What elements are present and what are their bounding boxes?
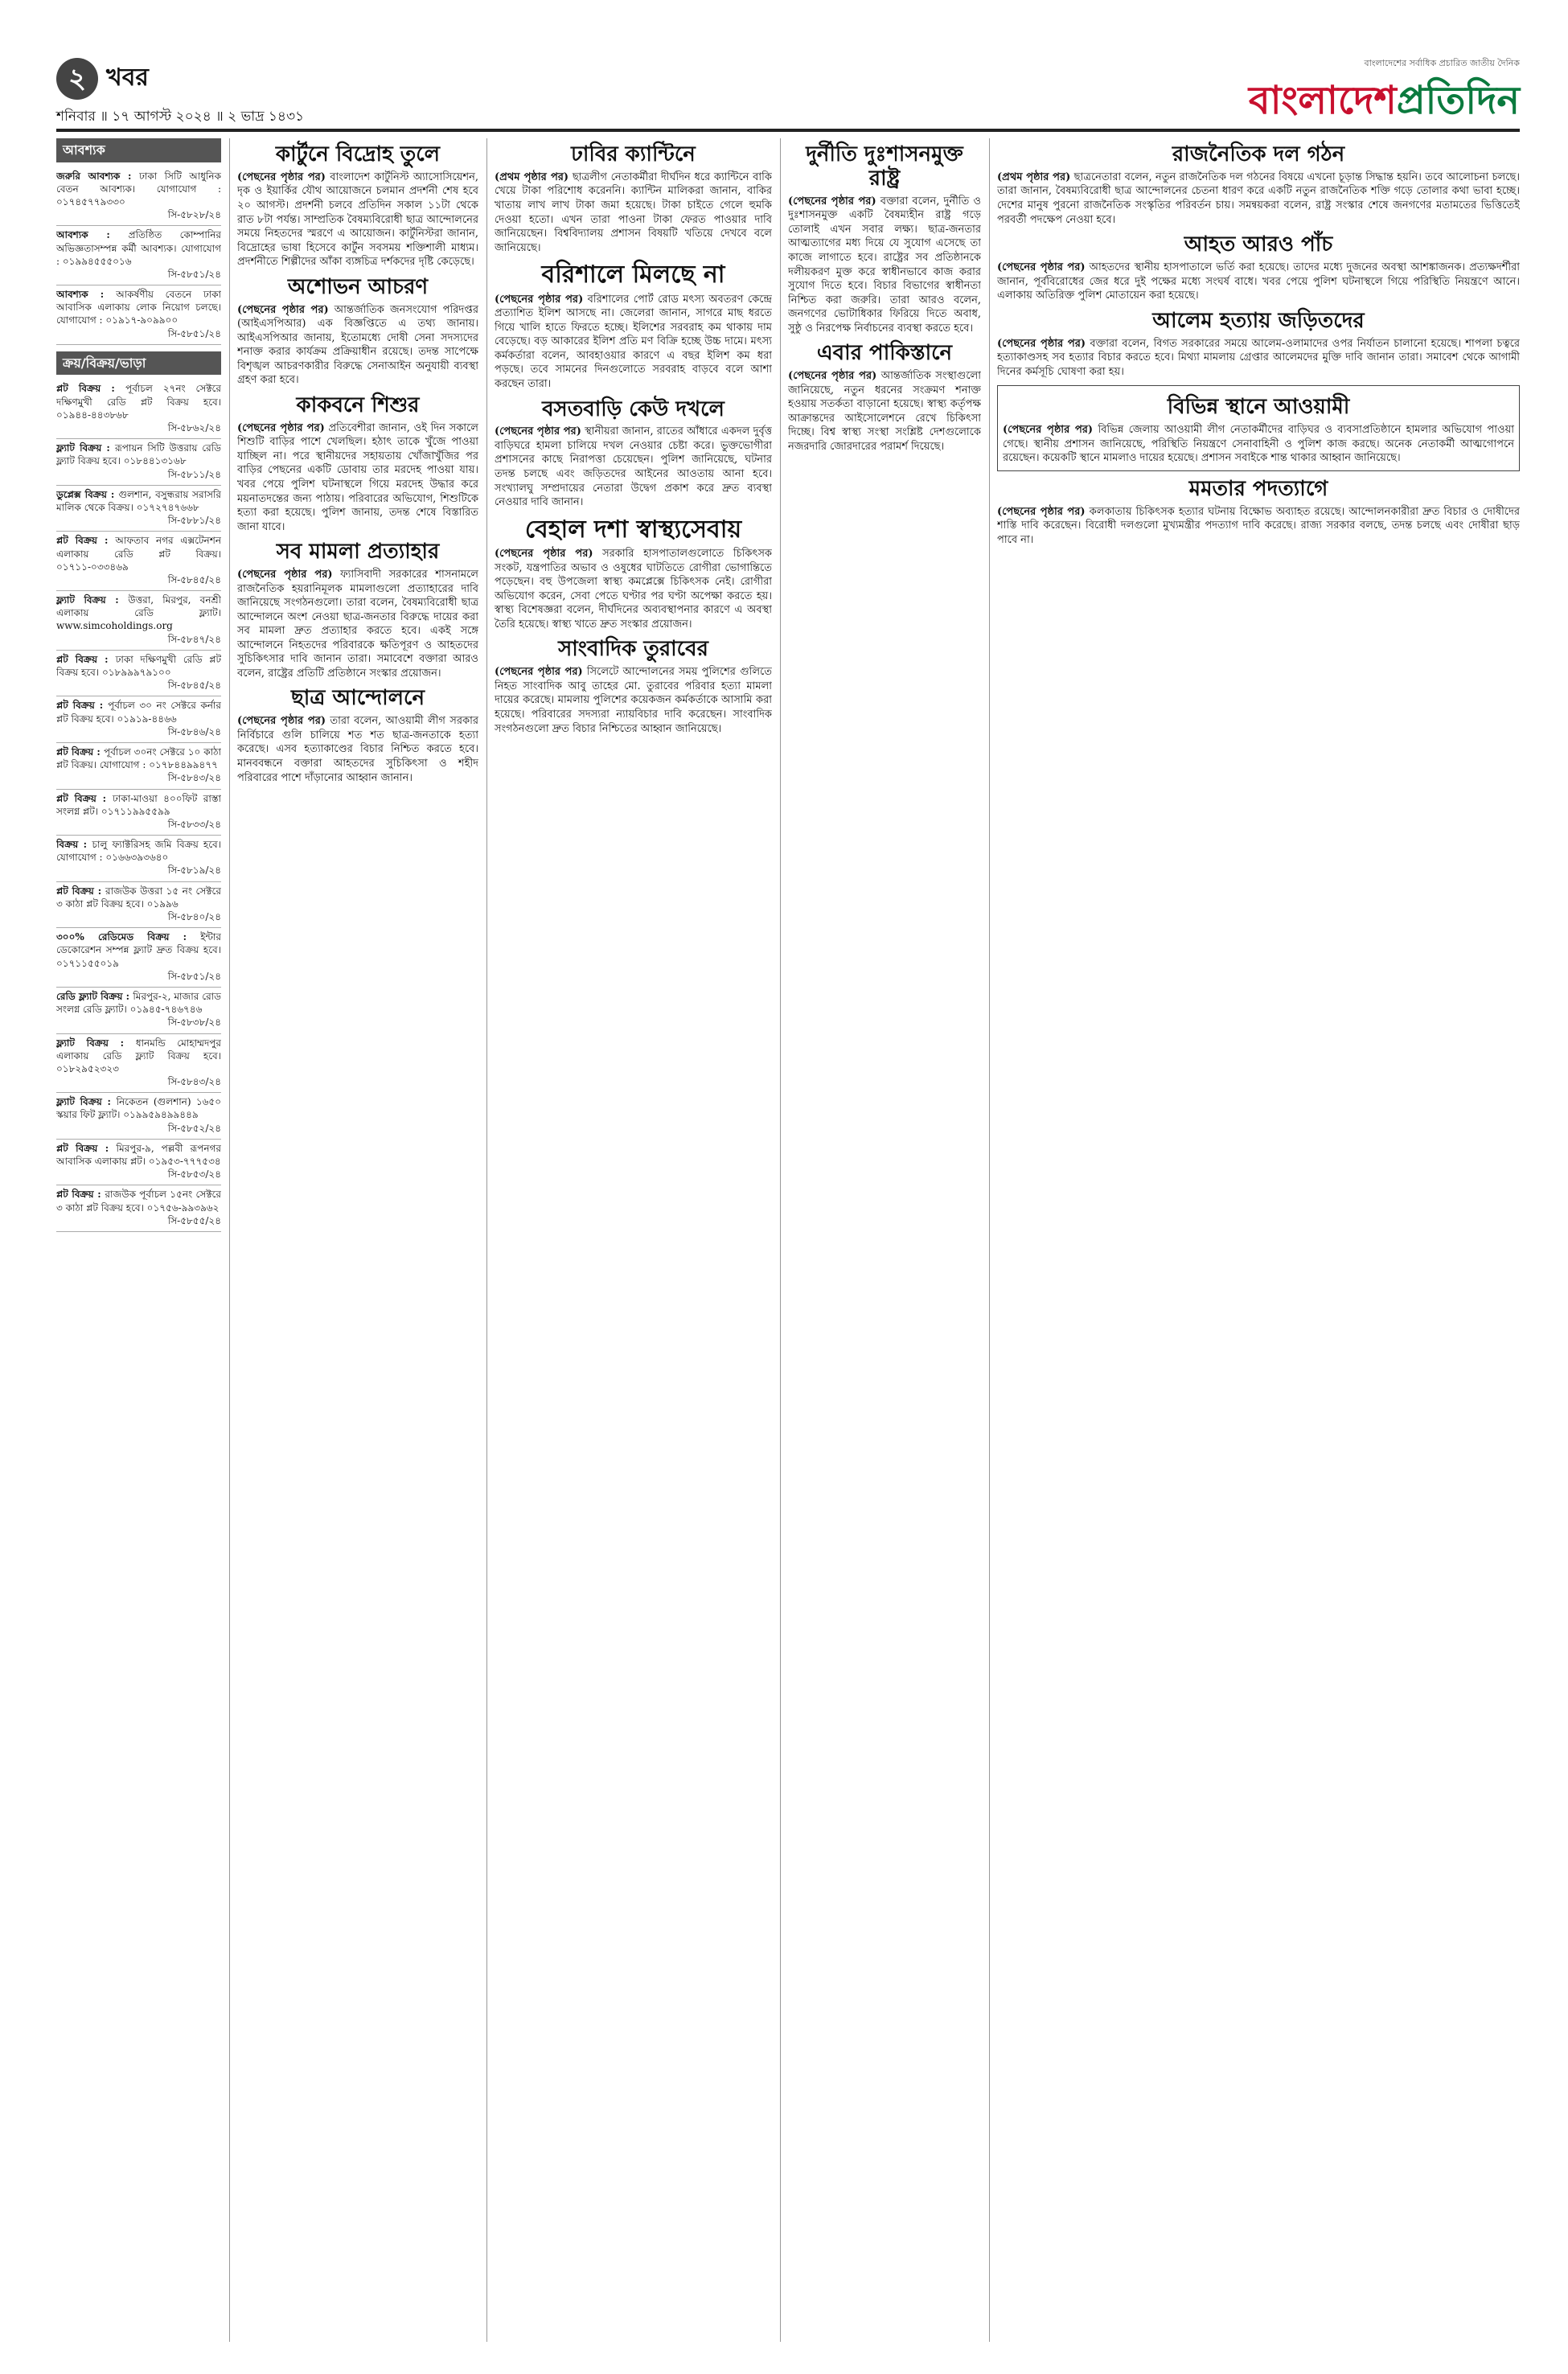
story-lead: (প্রথম পৃষ্ঠার পর) <box>495 170 569 183</box>
story-headline: কাকবনে শিশুর <box>296 392 420 417</box>
classified-ad-code: সি-৫৮৩৮/২৪ <box>167 1017 221 1029</box>
classified-ad-code: সি-৫৮১১/২৪ <box>167 468 221 480</box>
classified-ad-title: আবশ্যক : <box>56 229 129 241</box>
classified-ad-text: রাজউক পূর্বাচল ১৫নং সেক্টরে ৩ কাঠা প্লট বিক্রয় হবে। ০১৭৫৬-৯৯৩৯৬২ <box>56 1189 221 1214</box>
story-headline: বসতবাড়ি কেউ দখলে <box>542 396 724 421</box>
classified-ad-title: ফ্ল্যাট বিক্রয় : <box>56 1037 136 1049</box>
classified-ad-title: ৩০০% রেডিমেড বিক্রয় : <box>56 931 201 943</box>
classified-ad-text: চালু ফ্যাক্টরিসহ জমি বিক্রয় হবে। যোগাযোগ : ০১৬৬৩৯৩৬৪০ <box>56 839 221 864</box>
classified-ad-title: প্লট বিক্রয় : <box>56 792 113 804</box>
classified-ad-title: বিক্রয় : <box>56 839 92 851</box>
classified-ad <box>56 988 221 1034</box>
story-case-withdraw <box>237 540 478 680</box>
masthead-name-green: প্রতিদিন <box>1396 78 1520 123</box>
classified-ad <box>56 380 221 439</box>
column-divider <box>989 138 990 2342</box>
story-headline: বরিশালে মিলছে না <box>541 261 725 290</box>
story-injured <box>997 233 1520 303</box>
classified-ad-text: ঢাকা-মাওয়া ৪০০ফিট রাস্তা সংলগ্ন প্লট। ০১৭১১৯৯৫৫৯৯ <box>56 792 221 817</box>
classified-ad-title: ফ্ল্যাট বিক্রয় : <box>56 1096 117 1108</box>
story-headline: সাংবাদিক তুরাবের <box>558 637 708 662</box>
story-lead: (পেছনের পৃষ্ঠার পর) <box>237 303 329 316</box>
story-lead: (পেছনের পৃষ্ঠার পর) <box>495 666 583 679</box>
story-health <box>495 516 772 632</box>
story-headline: এবার পাকিস্তানে <box>816 341 953 366</box>
column-5 <box>997 138 1520 2342</box>
classified-ad-title: প্লট বিক্রয় : <box>56 1142 117 1154</box>
story-lead: (পেছনের পৃষ্ঠার পর) <box>237 421 325 434</box>
classified-ad-title: ফ্ল্যাট বিক্রয় : <box>56 594 129 606</box>
story-body: তারা বলেন, আওয়ামী লীগ সরকার নির্বিচারে গুলি চালিয়ে শত শত ছাত্র-জনতাকে হত্যা করেছে। এসব হত্যাকাণ্ডের বিচার নিশ্চিত করতে হবে। মানববন্ধনে বক্তারা আহতদের সুচিকিৎসা ও শহীদ পরিবারের পাশে দাঁড়ানোর আহ্বান জানান। <box>237 715 478 784</box>
story-lead: (পেছনের পৃষ্ঠার পর) <box>237 715 326 728</box>
story-body: ছাত্রলীগ নেতাকর্মীরা দীর্ঘদিন ধরে ক্যান্টিনে বাকি খেয়ে টাকা পরিশোধ করেননি। ক্যান্টিন মালিকরা জানান, বাকির খাতায় লাখ লাখ টাকা জমা হয়েছে। টাকা চাইতে গেলে হুমকি দেওয়া হতো। এখন তারা পাওনা টাকা ফেরত পাওয়ার দাবি জানিয়েছেন। বিশ্ববিদ্যালয় প্রশাসন বিষয়টি খতিয়ে দেখবে বলে জানিয়েছে। <box>495 170 772 254</box>
story-awami <box>997 385 1520 471</box>
classified-ad-text: ঢাকা সিটি আধুনিক বেতন আবশ্যক। যোগাযোগ : ০১৭৪৫৭৭৯৩৩০ <box>56 170 221 207</box>
story-headline: রাজনৈতিক দল গঠন <box>1172 142 1345 166</box>
story-headline: অশোভন আচরণ <box>287 274 429 299</box>
classified-ad <box>56 743 221 790</box>
story-body: প্রতিবেশীরা জানান, ওই দিন সকালে শিশুটি বাড়ির পাশে খেলছিল। হঠাৎ তাকে খুঁজে পাওয়া যাচ্ছিল না। পরে স্থানীয়দের সহায়তায় খোঁজাখুঁজির পর বাড়ির পেছনের একটি ডোবায় তার মরদেহ পাওয়া যায়। খবর পেয়ে পুলিশ ঘটনাস্থলে গিয়ে মরদেহ উদ্ধার করে ময়নাতদন্তের জন্য পাঠায়। পরিবারের অভিযোগ, শিশুটিকে হত্যা করা হয়েছে। পুলিশ জানায়, তদন্ত শেষে বিস্তারিত জানা যাবে। <box>237 421 478 533</box>
classified-ad <box>56 285 221 345</box>
classified-ad <box>56 928 221 988</box>
classified-ad-code: সি-৫৮৫৫/২৪ <box>167 1214 221 1226</box>
classifieds-column <box>56 138 221 2342</box>
classified-ad-title: জরুরি আবশ্যক : <box>56 170 140 182</box>
classified-ad-title: প্লট বিক্রয় : <box>56 383 126 395</box>
classified-ad-text: রাজউক উত্তরা ১৫ নং সেক্টরে ৩ কাঠা প্লট বিক্রয় হবে। ০১৯৯৬ <box>56 885 221 910</box>
story-misconduct <box>237 276 478 388</box>
story-body: আহতদের স্থানীয় হাসপাতালে ভর্তি করা হয়েছে। তাদের মধ্যে দুজনের অবস্থা আশঙ্কাজনক। প্রত্যক্ষদর্শীরা জানান, পূর্ববিরোধের জের ধরে দুই পক্ষের মধ্যে সংঘর্ষ বাধে। খবর পেয়ে পুলিশ ঘটনাস্থলে গিয়ে পরিস্থিতি নিয়ন্ত্রণে আনে। এলাকায় অতিরিক্ত পুলিশ মোতায়েন করা হয়েছে। <box>997 261 1520 302</box>
classified-ad <box>56 167 221 227</box>
classified-ad-code: সি-৫৮৫১/২৪ <box>167 970 221 982</box>
story-canteen <box>495 143 772 255</box>
header-rule <box>56 129 1520 132</box>
story-house <box>495 398 772 510</box>
classified-ad-code: সি-৫৮৮১/২৪ <box>167 515 221 527</box>
classified-ad-title: প্লট বিক্রয় : <box>56 535 116 547</box>
story-student-movement <box>237 687 478 785</box>
story-body: বাংলাদেশ কার্টুনিস্ট অ্যাসোসিয়েশন, দৃক ও ইয়ার্কির যৌথ আয়োজনে চলমান প্রদর্শনী শেষ হবে ২০ আগস্ট। প্রদর্শনী চলবে প্রতিদিন সকাল ১১টা থেকে রাত ৮টা পর্যন্ত। সাম্প্রতিক বৈষম্যবিরোধী ছাত্র আন্দোলনের সময়ে নিহতদের স্মরণে এ আয়োজন। কার্টুনিস্টরা জানান, বিদ্রোহের ভাষা হিসেবে কার্টুন সবসময় শক্তিশালী মাধ্যম। প্রদর্শনীতে শিল্পীদের আঁকা ব্যঙ্গচিত্র দর্শকদের দৃষ্টি কেড়েছে। <box>237 170 478 269</box>
classified-ad <box>56 486 221 532</box>
classified-ad-text: আকর্ষণীয় বেতনে ঢাকা আবাসিক এলাকায় লোক নিয়োগ চলছে। যোগাযোগ : ০১৯১৭-৯০৯৯০০ <box>56 289 221 327</box>
story-body: কলকাতায় চিকিৎসক হত্যার ঘটনায় বিক্ষোভ অব্যাহত রয়েছে। আন্দোলনকারীরা দ্রুত বিচার ও দোষীদের শাস্তি দাবি করেছেন। বিরোধী দলগুলো মুখ্যমন্ত্রীর পদত্যাগ দাবি করেছে। রাজ্য সরকার বলছে, তদন্ত চলছে এবং দোষীরা ছাড় পাবে না। <box>997 505 1520 546</box>
story-lead: (প্রথম পৃষ্ঠার পর) <box>997 170 1071 183</box>
classified-ad <box>56 836 221 882</box>
story-headline: বিভিন্ন স্থানে আওয়ামী <box>1167 395 1350 420</box>
classified-ad-text: পূর্বাচল ৩০নং সেক্টরে ১০ কাঠা প্লট বিক্রয়। যোগাযোগ : ০১৭৮৪৪৯৯৪৭৭ <box>56 745 221 771</box>
classified-ad-title: প্লট বিক্রয় : <box>56 700 109 712</box>
story-headline: মমতার পদত্যাগে <box>1188 476 1328 501</box>
classified-ad-code: সি-৫৮৫৩/২৪ <box>167 1169 221 1181</box>
masthead-logo <box>1249 78 1520 123</box>
story-lead: (পেছনের পৃষ্ঠার পর) <box>997 337 1086 350</box>
classified-ad-text: গুলশান, বসুন্ধরায় সরাসরি মালিক থেকে বিক্রয়। ০১৭২৭৪৭৬৬৮ <box>56 488 221 513</box>
story-political-party <box>997 143 1520 227</box>
classifieds-list-wanted <box>56 167 221 345</box>
classified-ad-title: ডুপ্লেক্স বিক্রয় : <box>56 488 119 500</box>
classifieds-list-sale <box>56 380 221 1232</box>
classifieds-header-sale: ক্রয়/বিক্রয়/ভাড়া <box>56 351 221 376</box>
story-lead: (পেছনের পৃষ্ঠার পর) <box>495 293 584 306</box>
story-headline: সব মামলা প্রত্যাহার <box>276 540 440 565</box>
story-body: আন্তর্জাতিক জনসংযোগ পরিদপ্তর (আইএসপিআর) এক বিজ্ঞপ্তিতে এ তথ্য জানায়। আইএসপিআর জানায়, ইতোমধ্যে দোষী সেনা সদস্যদের শনাক্ত করার কার্যক্রম প্রক্রিয়াধীন রয়েছে। তদন্ত সাপেক্ষে বিশৃঙ্খল আচরণকারীর বিরুদ্ধে সেনাআইন অনুযায়ী ব্যবস্থা গ্রহণ করা হবে। <box>237 303 478 387</box>
story-lead: (পেছনের পৃষ্ঠার পর) <box>1003 424 1094 437</box>
classified-ad <box>56 790 221 836</box>
classified-ad-text: পূর্বাচল ২৭নং সেক্টরে দক্ষিণমুখী রেডি প্লট বিক্রয় হবে। ০১৯৪৪-৪৪৩৮৬৮ <box>56 383 221 421</box>
story-headline: আলেম হত্যায় জড়িতদের <box>1152 308 1365 333</box>
classified-ad-code: সি-৫৮৫১/২৪ <box>167 268 221 280</box>
story-lead: (পেছনের পৃষ্ঠার পর) <box>788 195 876 207</box>
story-body: বিভিন্ন জেলায় আওয়ামী লীগ নেতাকর্মীদের বাড়িঘর ও ব্যবসাপ্রতিষ্ঠানে হামলার অভিযোগ পাওয়া গেছে। স্থানীয় প্রশাসন জানিয়েছে, পরিস্থিতি নিয়ন্ত্রণে সেনাবাহিনী ও পুলিশ কাজ করছে। অনেক নেতাকর্মী আত্মগোপনে রয়েছেন। কয়েকটি স্থানে মামলাও দায়ের হয়েছে। প্রশাসন সবাইকে শান্ত থাকার আহ্বান জানিয়েছে। <box>1003 424 1514 465</box>
story-corruption <box>788 143 981 335</box>
story-headline: দুর্নীতি দুঃশাসনমুক্ত রাষ্ট্র <box>806 142 963 191</box>
classified-ad-text: মিরপুর-২, মাজার রোড সংলগ্ন রেডি ফ্ল্যাট। ০১৯৪৫-৭৪৬৭৪৬ <box>56 990 221 1016</box>
masthead <box>1110 56 1520 123</box>
classified-ad-text: আফতাব নগর এক্সটেনশন এলাকায় রেডি প্লট বিক্রয়। ০১৭১১-০৩৩৪৬৯ <box>56 535 221 573</box>
story-body: বক্তারা বলেন, দুর্নীতি ও দুঃশাসনমুক্ত একটি বৈষম্যহীন রাষ্ট্র গড়ে তোলাই এখন সবার লক্ষ্য। ছাত্র-জনতার আত্মত্যাগের মধ্য দিয়ে যে সুযোগ এসেছে তা কাজে লাগাতে হবে। রাষ্ট্রের সব প্রতিষ্ঠানকে দলীয়করণ মুক্ত করে স্বাধীনভাবে কাজ করার সুযোগ দিতে হবে। বিচার বিভাগের স্বাধীনতা নিশ্চিত করা জরুরি। তারা আরও বলেন, জনগণের ভোটাধিকার ফিরিয়ে দিতে অবাধ, সুষ্ঠু ও নিরপেক্ষ নির্বাচনের ব্যবস্থা করতে হবে। <box>788 195 981 335</box>
classified-ad-title: ফ্ল্যাট বিক্রয় : <box>56 442 115 454</box>
column-divider <box>486 138 487 2342</box>
classified-ad-code: সি-৫৮৪৬/২৪ <box>167 725 221 737</box>
classified-ad-title: প্লট বিক্রয় : <box>56 653 116 665</box>
story-mamata <box>997 478 1520 548</box>
story-pakistan <box>788 342 981 454</box>
classified-ad-text: ধানমন্ডি মোহাম্মদপুর এলাকায় রেডি ফ্ল্যাট বিক্রয় হবে। ০১৮২৯৫২৩২৩ <box>56 1037 221 1074</box>
classified-ad-code: সি-৫৮৩৩/২৪ <box>167 818 221 830</box>
classified-ad-text: প্রতিষ্ঠিত কোম্পানির অভিজ্ঞতাসম্পন্ন কর্মী আবশ্যক। যোগাযোগ : ০১৯৯৪৫৫৫০১৬ <box>56 229 221 267</box>
classified-ad-code: সি-৫৮৪৩/২৪ <box>167 772 221 784</box>
story-barishal <box>495 261 772 391</box>
column-2 <box>237 138 478 2342</box>
story-body: সরকারি হাসপাতালগুলোতে চিকিৎসক সংকট, যন্ত্রপাতির অভাব ও ওষুধের ঘাটতিতে রোগীরা ভোগান্তিতে পড়েছেন। বহু উপজেলা স্বাস্থ্য কমপ্লেক্সে চিকিৎসক নেই। রোগীরা অভিযোগ করেন, সেবা পেতে ঘণ্টার পর ঘণ্টা অপেক্ষা করতে হয়। স্বাস্থ্য বিশেষজ্ঞরা বলেন, দীর্ঘদিনের অব্যবস্থাপনার কারণে এ অবস্থা তৈরি হয়েছে। স্বাস্থ্য খাতে দ্রুত সংস্কার প্রয়োজন। <box>495 548 772 630</box>
classified-ad-code: সি-৫৮৬২/২৪ <box>167 422 221 433</box>
story-child <box>237 394 478 534</box>
story-cartoon <box>237 143 478 269</box>
classified-ad-code: সি-৫৮৫১/২৪ <box>167 327 221 339</box>
classified-ad-code: সি-৫৮৪৩/২৪ <box>167 1076 221 1088</box>
classified-ad <box>56 651 221 697</box>
classified-ad <box>56 696 221 743</box>
story-lead: (পেছনের পৃষ্ঠার পর) <box>997 505 1086 518</box>
story-body: স্থানীয়রা জানান, রাতের আঁধারে একদল দুর্বৃত্ত বাড়িঘরে হামলা চালিয়ে দখল নেওয়ার চেষ্টা করে। ভুক্তভোগীরা প্রশাসনের কাছে নিরাপত্তা চেয়েছেন। পুলিশ জানিয়েছে, ঘটনার তদন্ত চলছে এবং জড়িতদের আইনের আওতায় আনা হবে। সংখ্যালঘু সম্প্রদায়ের নেতারা উদ্বেগ প্রকাশ করে দ্রুত ব্যবস্থা নেওয়ার দাবি জানান। <box>495 425 772 509</box>
story-alem <box>997 310 1520 380</box>
story-journalist <box>495 638 772 736</box>
classified-ad-text: উত্তরা, মিরপুর, বনশ্রী এলাকায় রেডি ফ্ল্যাট। www.simcoholdings.org <box>56 594 221 632</box>
column-divider <box>229 138 230 2342</box>
classified-ad-code: সি-৫৮৫২/২৪ <box>167 1122 221 1134</box>
classified-ad <box>56 532 221 591</box>
story-body: বরিশালের পোর্ট রোড মৎস্য অবতরণ কেন্দ্রে প্রত্যাশিত ইলিশ আসছে না। জেলেরা জানান, সাগরে মাছ ধরতে গিয়ে খালি হাতে ফিরতে হচ্ছে। ইলিশের সরবরাহ কম থাকায় দাম বেড়েছে। বড় আকারের ইলিশ প্রতি মণ বিক্রি হচ্ছে উচ্চ দামে। মৎস্য কর্মকর্তারা বলেন, আবহাওয়ার কারণে এ বছর ইলিশ কম ধরা পড়ছে। তবে সামনের দিনগুলোতে সরবরাহ বাড়বে বলে আশা করছেন তারা। <box>495 293 772 390</box>
classified-ad <box>56 1093 221 1140</box>
classified-ad <box>56 226 221 285</box>
masthead-name-red: বাংলাদেশ <box>1248 78 1397 123</box>
story-headline: আহত আরও পাঁচ <box>1184 232 1333 257</box>
section-title: খবর <box>106 64 149 92</box>
page-number-badge: ২ <box>56 58 98 100</box>
column-3 <box>495 138 772 2342</box>
classified-ad-text: রূপায়ন সিটি উত্তরায় রেডি ফ্ল্যাট বিক্রয় হবে। ০১৮৪৪১৩১৬৮ <box>56 442 221 467</box>
column-divider <box>780 138 781 2342</box>
story-body: সিলেটে আন্দোলনের সময় পুলিশের গুলিতে নিহত সাংবাদিক আবু তাহের মো. তুরাবের পরিবার হত্যা মামলা দায়ের করেছে। মামলায় পুলিশের কয়েকজন কর্মকর্তাকে আসামি করা হয়েছে। পরিবারের সদস্যরা ন্যায়বিচার দাবি করেছেন। সাংবাদিক সংগঠনগুলো দ্রুত বিচার নিশ্চিতের আহ্বান জানিয়েছে। <box>495 666 772 735</box>
story-headline: ঢাবির ক্যান্টিনে <box>571 142 696 166</box>
classified-ad <box>56 1034 221 1094</box>
column-4 <box>788 138 981 2342</box>
classified-ad <box>56 882 221 929</box>
masthead-tagline: বাংলাদেশের সর্বাধিক প্রচারিত জাতীয় দৈনিক <box>1364 58 1520 68</box>
story-lead: (পেছনের পৃষ্ঠার পর) <box>237 569 333 581</box>
story-body: আন্তর্জাতিক সংস্থাগুলো জানিয়েছে, নতুন ধরনের সংক্রমণ শনাক্ত হওয়ায় সতর্কতা বাড়ানো হয়েছে। স্বাস্থ্য কর্তৃপক্ষ আক্রান্তদের আইসোলেশনে রেখে চিকিৎসা দিচ্ছে। বিশ্ব স্বাস্থ্য সংস্থা সংশ্লিষ্ট দেশগুলোকে নজরদারি জোরদারের পরামর্শ দিয়েছে। <box>788 370 981 453</box>
story-lead: (পেছনের পৃষ্ঠার পর) <box>495 548 593 561</box>
classified-ad-text: নিকেতন (গুলশান) ১৬৫০ স্কয়ার ফিট ফ্ল্যাট। ০১৯৯৫৯৪৯৯৪৪৯ <box>56 1096 221 1121</box>
classified-ad-code: সি-৫৮৪৭/২৪ <box>167 633 221 645</box>
classified-ad-text: ইন্টার ডেকোরেশন সম্পন্ন ফ্ল্যাট দ্রুত বিক্রয় হবে। ০১৭১১৫৫০১৯ <box>56 931 221 969</box>
classified-ad-text: মিরপুর-৯, পল্লবী রূপনগর আবাসিক এলাকায় প্লট। ০১৯৫৩-৭৭৭৫৩৪ <box>56 1142 221 1167</box>
classified-ad-title: আবশ্যক : <box>56 289 117 301</box>
classified-ad-text: ঢাকা দক্ষিণমুখী রেডি প্লট বিক্রয় হবে। ০১৮৯৯৯৭৯১০০ <box>56 653 221 678</box>
classified-ad <box>56 591 221 651</box>
classified-ad <box>56 1140 221 1186</box>
story-lead: (পেছনের পৃষ্ঠার পর) <box>997 261 1086 273</box>
dateline: শনিবার ॥ ১৭ আগস্ট ২০২৪ ॥ ২ ভাদ্র ১৪৩১ <box>56 109 305 125</box>
classified-ad-code: সি-৫৮৪০/২৪ <box>167 911 221 922</box>
story-body: বক্তারা বলেন, বিগত সরকারের সময়ে আলেম-ওলামাদের ওপর নির্যাতন চালানো হয়েছে। শাপলা চত্বরে হত্যাকাণ্ডসহ সব হত্যার বিচার করতে হবে। মিথ্যা মামলায় গ্রেপ্তার আলেমদের মুক্তি দাবি জানান তারা। সমাবেশ থেকে আগামী দিনের কর্মসূচি ঘোষণা করা হয়। <box>997 337 1520 378</box>
classified-ad <box>56 1185 221 1232</box>
story-headline: বেহাল দশা স্বাস্থ্যসেবায় <box>524 515 742 544</box>
classified-ad-text: পূর্বাচল ৩০ নং সেক্টরে কর্নার প্লট বিক্রয় হবে। ০১৯১৯-৪৪৬৬ <box>56 700 221 725</box>
classified-ad-code: সি-৫৮২৮/২৪ <box>167 209 221 221</box>
classified-ad-title: প্লট বিক্রয় : <box>56 1189 105 1201</box>
story-headline: ছাত্র আন্দোলনে <box>291 686 425 711</box>
story-lead: (পেছনের পৃষ্ঠার পর) <box>237 170 326 183</box>
story-body: ছাত্রনেতারা বলেন, নতুন রাজনৈতিক দল গঠনের বিষয়ে এখনো চূড়ান্ত সিদ্ধান্ত হয়নি। তবে আলোচনা চলছে। তারা জানান, বৈষম্যবিরোধী ছাত্র আন্দোলনের চেতনা ধারণ করে একটি নতুন রাজনৈতিক শক্তি গড়ে তোলার কথা ভাবা হচ্ছে। দেশের মানুষ পুরনো রাজনৈতিক সংস্কৃতির পরিবর্তন চায়। সমন্বয়করা বলেন, রাষ্ট্র সংস্কার শেষে জনগণের মতামতের ভিত্তিতেই পরবর্তী পদক্ষেপ নেওয়া হবে। <box>997 170 1520 226</box>
story-headline: কার্টুনে বিদ্রোহ তুলে <box>275 142 441 166</box>
classified-ad-title: প্লট বিক্রয় : <box>56 885 105 897</box>
classified-ad <box>56 439 221 486</box>
story-lead: (পেছনের পৃষ্ঠার পর) <box>788 370 877 383</box>
story-body: ফ্যাসিবাদী সরকারের শাসনামলে রাজনৈতিক হয়রানিমূলক মামলাগুলো প্রত্যাহারের দাবি জানিয়েছে সংগঠনগুলো। তারা বলেন, বৈষম্যবিরোধী ছাত্র আন্দোলনে অংশ নেওয়া ছাত্র-জনতার বিরুদ্ধে দায়ের করা সব মামলা দ্রুত প্রত্যাহার করতে হবে। একই সঙ্গে আন্দোলনে নিহতদের পরিবারকে ক্ষতিপূরণ ও আহতদের সুচিকিৎসার দাবি জানান তারা। সমাবেশে বক্তারা আরও বলেন, রাষ্ট্রের প্রতিটি প্রতিষ্ঠানে সংস্কার প্রয়োজন। <box>237 569 478 680</box>
classified-ad-title: প্লট বিক্রয় : <box>56 745 105 758</box>
classifieds-header: আবশ্যক <box>56 138 221 162</box>
classified-ad-title: রেডি ফ্ল্যাট বিক্রয় : <box>56 990 133 1002</box>
classified-ad-code: সি-৫৮৪৫/২৪ <box>167 680 221 692</box>
story-lead: (পেছনের পৃষ্ঠার পর) <box>495 425 581 438</box>
classified-ad-code: সি-৫৮১৯/২৪ <box>167 865 221 877</box>
classified-ad-code: সি-৫৮৪৫/২৪ <box>167 573 221 585</box>
